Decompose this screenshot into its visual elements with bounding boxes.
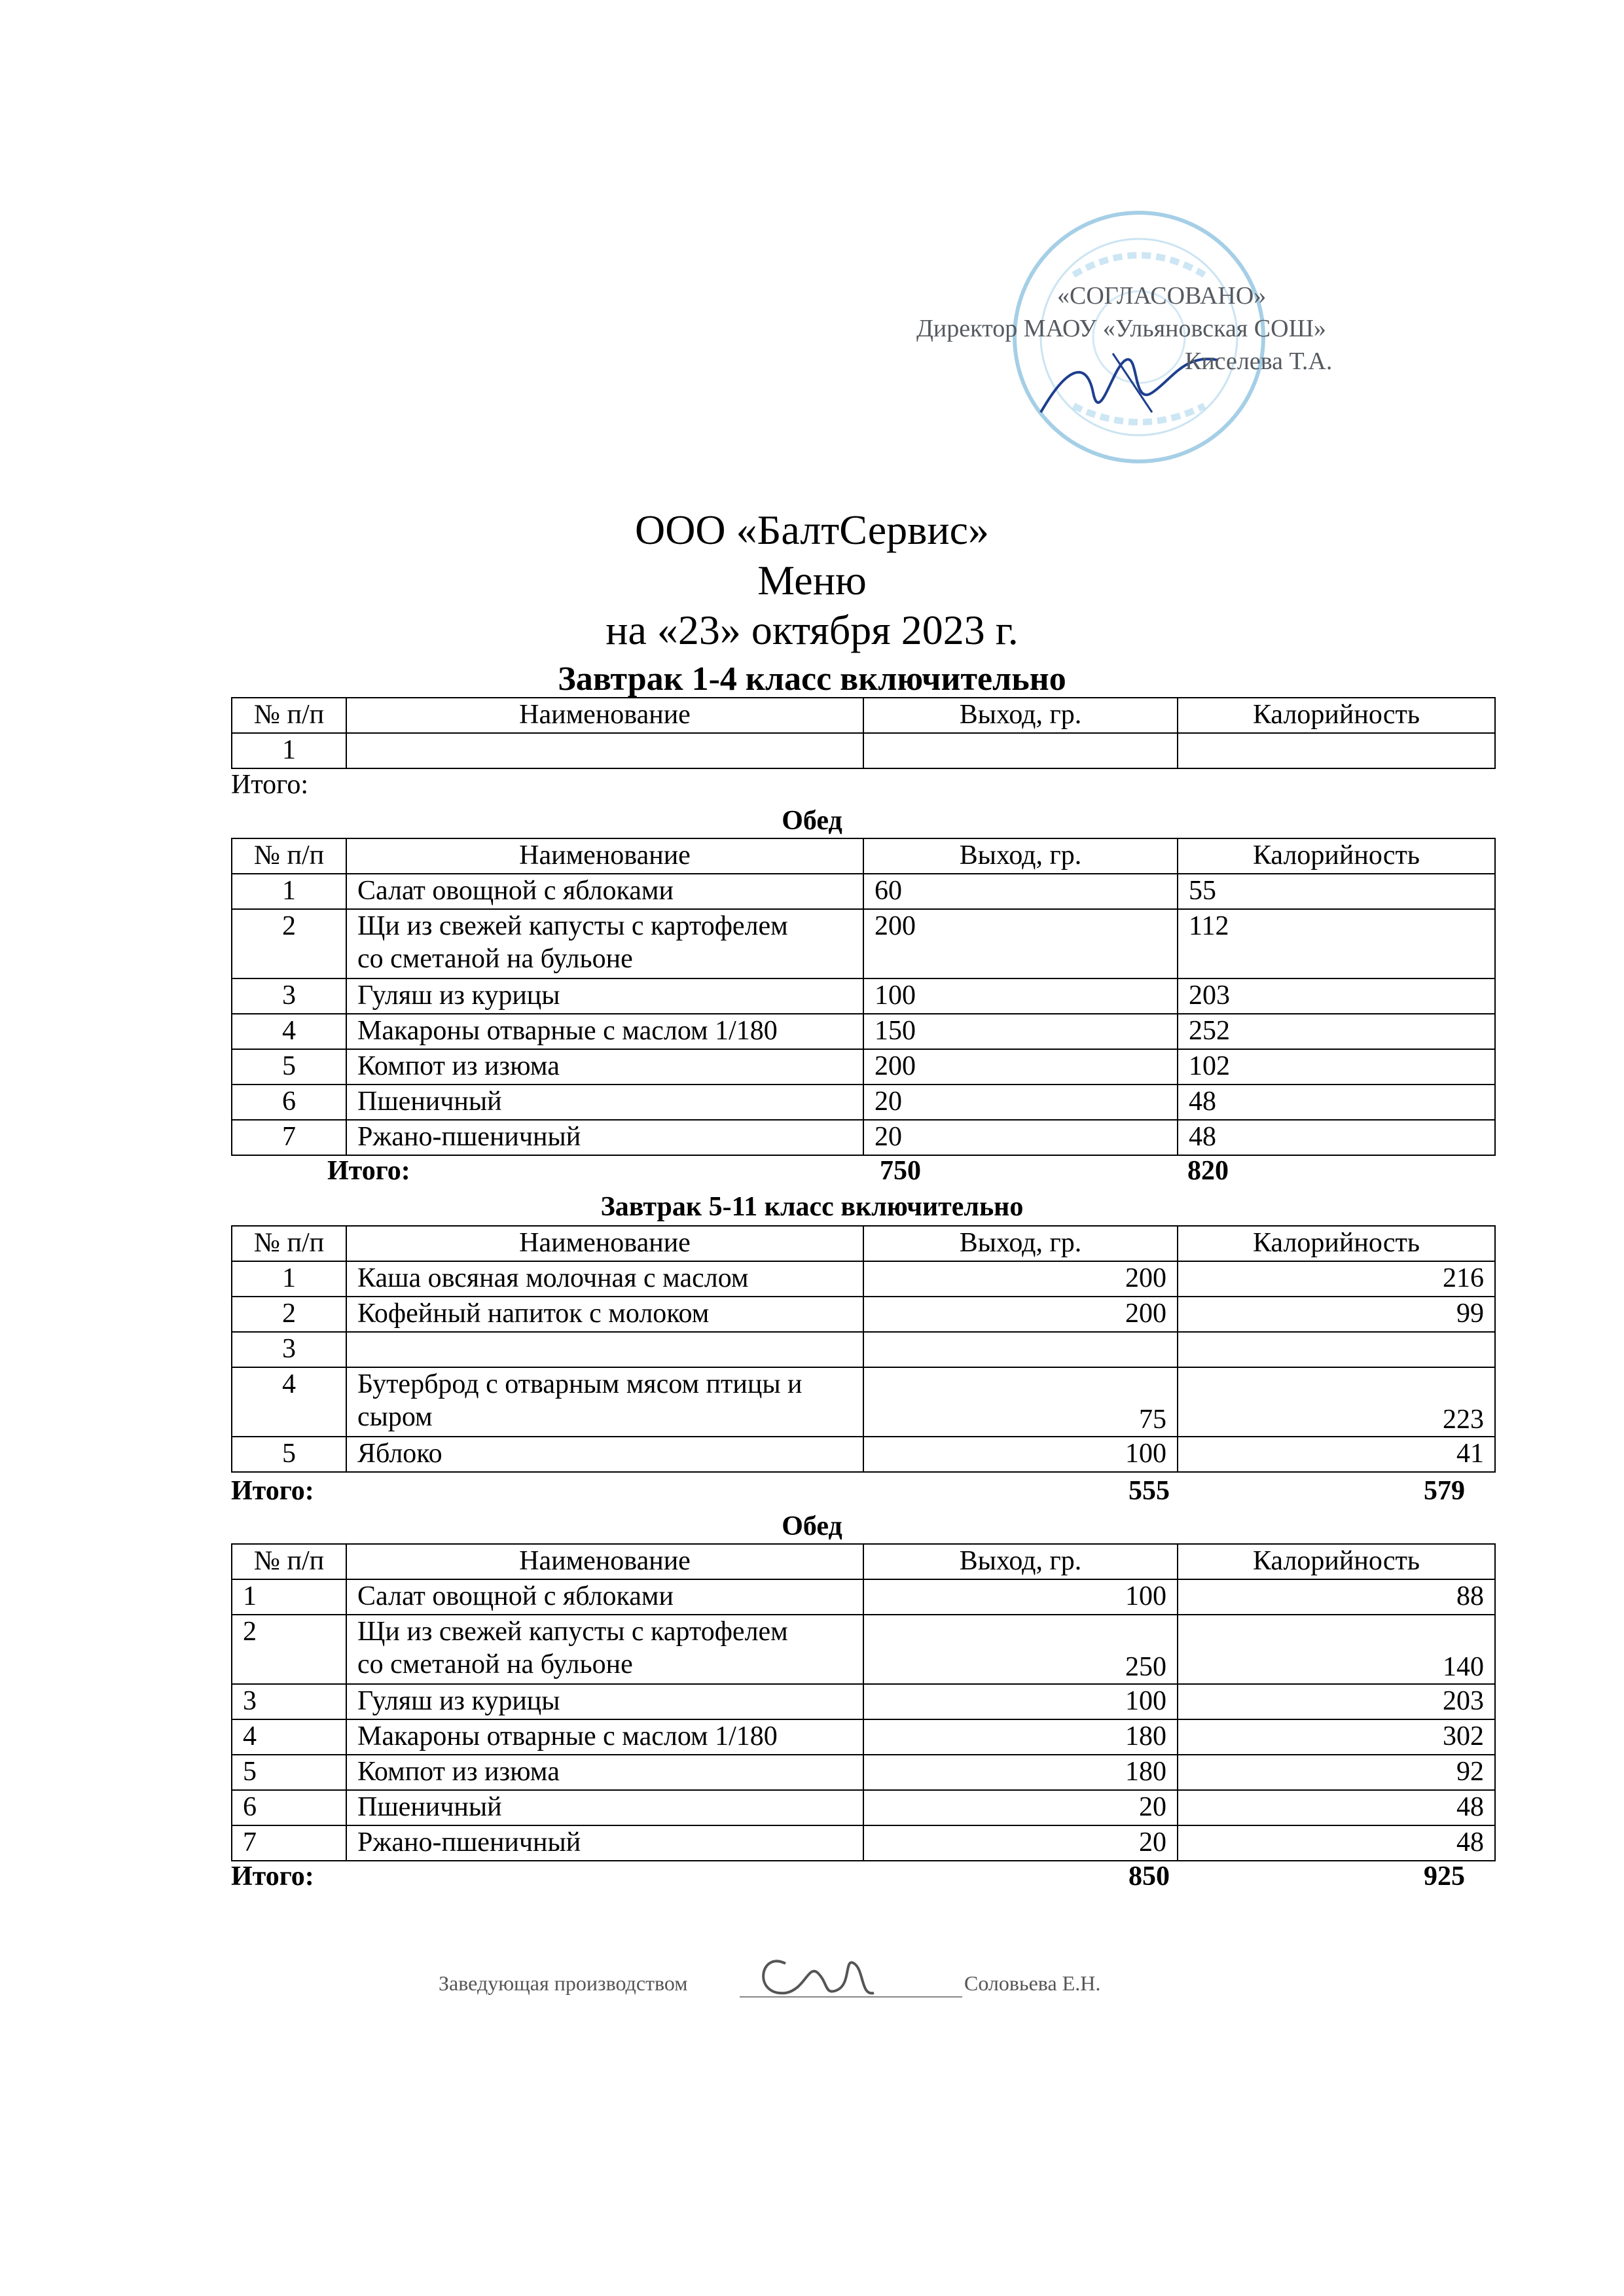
col-header-calories: Калорийность: [1178, 698, 1495, 733]
table-row: [232, 1049, 1495, 1085]
row-number: 1: [232, 1579, 346, 1615]
table-row: [232, 1579, 1495, 1615]
row-weight: 200: [863, 1049, 1178, 1085]
section-heading-lunch-5-11: Обед: [782, 1511, 842, 1541]
row-name: Гуляш из курицы: [346, 1684, 863, 1719]
row-name: Салат овощной с яблоками: [346, 1579, 863, 1615]
table-row: [232, 1332, 1495, 1367]
table-row: [232, 1437, 1495, 1472]
col-header-weight: Выход, гр.: [863, 698, 1178, 733]
row-weight: [863, 1332, 1178, 1367]
row-name: Пшеничный: [346, 1085, 863, 1120]
row-weight: 100: [863, 1684, 1178, 1719]
col-header-calories: Калорийность: [1178, 838, 1495, 874]
table-row: [232, 1261, 1495, 1297]
table-breakfast-1-4: [231, 697, 1496, 769]
table-header-row: [232, 698, 1495, 733]
page-title: Меню: [757, 557, 867, 603]
table-header-row: [232, 1226, 1495, 1261]
row-calories: 88: [1178, 1579, 1495, 1615]
row-calories: 112: [1178, 909, 1495, 978]
table-header-row: [232, 838, 1495, 874]
total-weight: 850: [1128, 1861, 1170, 1892]
footer-signature-block: [439, 1937, 1224, 2016]
col-header-name: Наименование: [346, 698, 863, 733]
col-header-number: № п/п: [232, 1226, 346, 1261]
row-number: 2: [232, 1615, 346, 1684]
row-name: Пшеничный: [346, 1790, 863, 1825]
menu-date: на «23» октября 2023 г.: [605, 607, 1019, 653]
row-weight: 200: [863, 1261, 1178, 1297]
row-weight: 20: [863, 1790, 1178, 1825]
row-name: Салат овощной с яблоками: [346, 874, 863, 909]
col-header-weight: Выход, гр.: [863, 1544, 1178, 1579]
row-number: 7: [232, 1825, 346, 1861]
row-number: 3: [232, 1332, 346, 1367]
row-calories: 48: [1178, 1790, 1495, 1825]
total-label: Итого:: [231, 770, 308, 800]
company-name: ООО «БалтСервис»: [634, 507, 990, 553]
total-calories: 579: [1424, 1476, 1465, 1506]
row-calories: 203: [1178, 1684, 1495, 1719]
row-calories: 48: [1178, 1825, 1495, 1861]
col-header-name: Наименование: [346, 1226, 863, 1261]
row-name-line2: со сметаной на бульоне: [357, 1649, 633, 1679]
row-number: 7: [232, 1120, 346, 1155]
approval-position: Директор МАОУ «Ульяновская СОШ»: [916, 315, 1326, 342]
table-row: [232, 874, 1495, 909]
row-name: Кофейный напиток с молоком: [346, 1297, 863, 1332]
table-row: [232, 1790, 1495, 1825]
total-calories: 925: [1424, 1861, 1465, 1892]
table-lunch-5-11: [231, 1543, 1496, 1861]
col-header-number: № п/п: [232, 838, 346, 874]
row-number: 4: [232, 1014, 346, 1049]
row-weight: 100: [863, 1437, 1178, 1472]
row-calories: 102: [1178, 1049, 1495, 1085]
row-calories: 216: [1178, 1261, 1495, 1297]
section-heading-breakfast-1-4: Завтрак 1-4 класс включительно: [558, 660, 1066, 698]
table-row: [232, 1014, 1495, 1049]
row-calories: 55: [1178, 874, 1495, 909]
col-header-calories: Калорийность: [1178, 1544, 1495, 1579]
table-row: [232, 1719, 1495, 1755]
approval-block: [877, 196, 1466, 471]
row-number: 3: [232, 1684, 346, 1719]
table-row: [232, 1684, 1495, 1719]
approval-title: «СОГЛАСОВАНО»: [1057, 282, 1267, 310]
table-row: [232, 1085, 1495, 1120]
row-weight: 100: [863, 978, 1178, 1014]
row-calories: 203: [1178, 978, 1495, 1014]
row-weight: [863, 733, 1178, 768]
row-calories: 140: [1178, 1615, 1495, 1684]
row-calories: [1178, 1332, 1495, 1367]
row-weight: 200: [863, 909, 1178, 978]
row-name-line2: со сметаной на бульоне: [357, 944, 633, 974]
row-name: Гуляш из курицы: [346, 978, 863, 1014]
row-name: Компот из изюма: [346, 1755, 863, 1790]
row-name: [346, 1332, 863, 1367]
table-header-row: [232, 1544, 1495, 1579]
row-calories: 223: [1178, 1367, 1495, 1437]
row-calories: 252: [1178, 1014, 1495, 1049]
row-weight: 75: [863, 1367, 1178, 1437]
row-weight: 200: [863, 1297, 1178, 1332]
row-calories: 302: [1178, 1719, 1495, 1755]
row-number: 1: [232, 1261, 346, 1297]
row-weight: 20: [863, 1825, 1178, 1861]
row-number: 2: [232, 909, 346, 978]
row-weight: 20: [863, 1085, 1178, 1120]
row-number: 1: [232, 874, 346, 909]
row-name: Ржано-пшеничный: [346, 1120, 863, 1155]
total-weight: 555: [1128, 1476, 1170, 1506]
row-name-line1: Бутерброд с отварным мясом птицы и: [357, 1369, 803, 1399]
row-name: Каша овсяная молочная с маслом: [346, 1261, 863, 1297]
table-row: [232, 1120, 1495, 1155]
row-weight: 180: [863, 1719, 1178, 1755]
table-row: [232, 1367, 1495, 1437]
footer-role: Заведующая производством: [439, 1971, 688, 1995]
row-weight: 20: [863, 1120, 1178, 1155]
table-row: [232, 978, 1495, 1014]
row-calories: 99: [1178, 1297, 1495, 1332]
col-header-weight: Выход, гр.: [863, 838, 1178, 874]
row-number: 4: [232, 1367, 346, 1437]
row-weight: 150: [863, 1014, 1178, 1049]
row-name: Макароны отварные с маслом 1/180: [346, 1014, 863, 1049]
row-name-line2: сыром: [357, 1402, 433, 1432]
col-header-name: Наименование: [346, 838, 863, 874]
row-name-line1: Щи из свежей капусты с картофелем: [357, 911, 788, 941]
col-header-number: № п/п: [232, 698, 346, 733]
col-header-calories: Калорийность: [1178, 1226, 1495, 1261]
row-number: 6: [232, 1790, 346, 1825]
row-weight: 100: [863, 1579, 1178, 1615]
table-lunch-1-4: [231, 838, 1496, 1156]
section-heading-lunch-1-4: Обед: [782, 806, 842, 836]
row-name: [346, 1615, 863, 1684]
row-calories: 92: [1178, 1755, 1495, 1790]
row-name: Ржано-пшеничный: [346, 1825, 863, 1861]
total-calories: 820: [1187, 1156, 1229, 1186]
table-breakfast-5-11: [231, 1225, 1496, 1473]
section-heading-breakfast-5-11: Завтрак 5-11 класс включительно: [600, 1192, 1024, 1222]
row-number: 6: [232, 1085, 346, 1120]
row-calories: 48: [1178, 1085, 1495, 1120]
row-weight: 250: [863, 1615, 1178, 1684]
table-row: [232, 1755, 1495, 1790]
row-calories: 48: [1178, 1120, 1495, 1155]
row-name: [346, 1367, 863, 1437]
row-calories: [1178, 733, 1495, 768]
row-number: 3: [232, 978, 346, 1014]
table-row: [232, 1825, 1495, 1861]
total-weight: 750: [880, 1156, 921, 1186]
row-weight: 180: [863, 1755, 1178, 1790]
approval-name: Киселева Т.А.: [1185, 348, 1333, 375]
row-number: 5: [232, 1049, 346, 1085]
total-label: Итого:: [231, 1476, 314, 1506]
row-name: [346, 909, 863, 978]
total-label: Итого:: [231, 1861, 314, 1892]
row-number: 5: [232, 1437, 346, 1472]
row-name: Компот из изюма: [346, 1049, 863, 1085]
col-header-name: Наименование: [346, 1544, 863, 1579]
row-name: Макароны отварные с маслом 1/180: [346, 1719, 863, 1755]
table-row: [232, 1297, 1495, 1332]
row-calories: 41: [1178, 1437, 1495, 1472]
row-name: Яблоко: [346, 1437, 863, 1472]
total-label: Итого:: [327, 1156, 410, 1186]
row-number: 1: [232, 733, 346, 768]
row-number: 4: [232, 1719, 346, 1755]
col-header-weight: Выход, гр.: [863, 1226, 1178, 1261]
row-name: [346, 733, 863, 768]
table-row: [232, 909, 1495, 978]
row-number: 2: [232, 1297, 346, 1332]
row-weight: 60: [863, 874, 1178, 909]
row-name-line1: Щи из свежей капусты с картофелем: [357, 1617, 788, 1647]
footer-name: Соловьева Е.Н.: [964, 1971, 1101, 1995]
col-header-number: № п/п: [232, 1544, 346, 1579]
row-number: 5: [232, 1755, 346, 1790]
manager-signature: [746, 1937, 877, 2009]
table-row: [232, 733, 1495, 768]
table-row: [232, 1615, 1495, 1684]
